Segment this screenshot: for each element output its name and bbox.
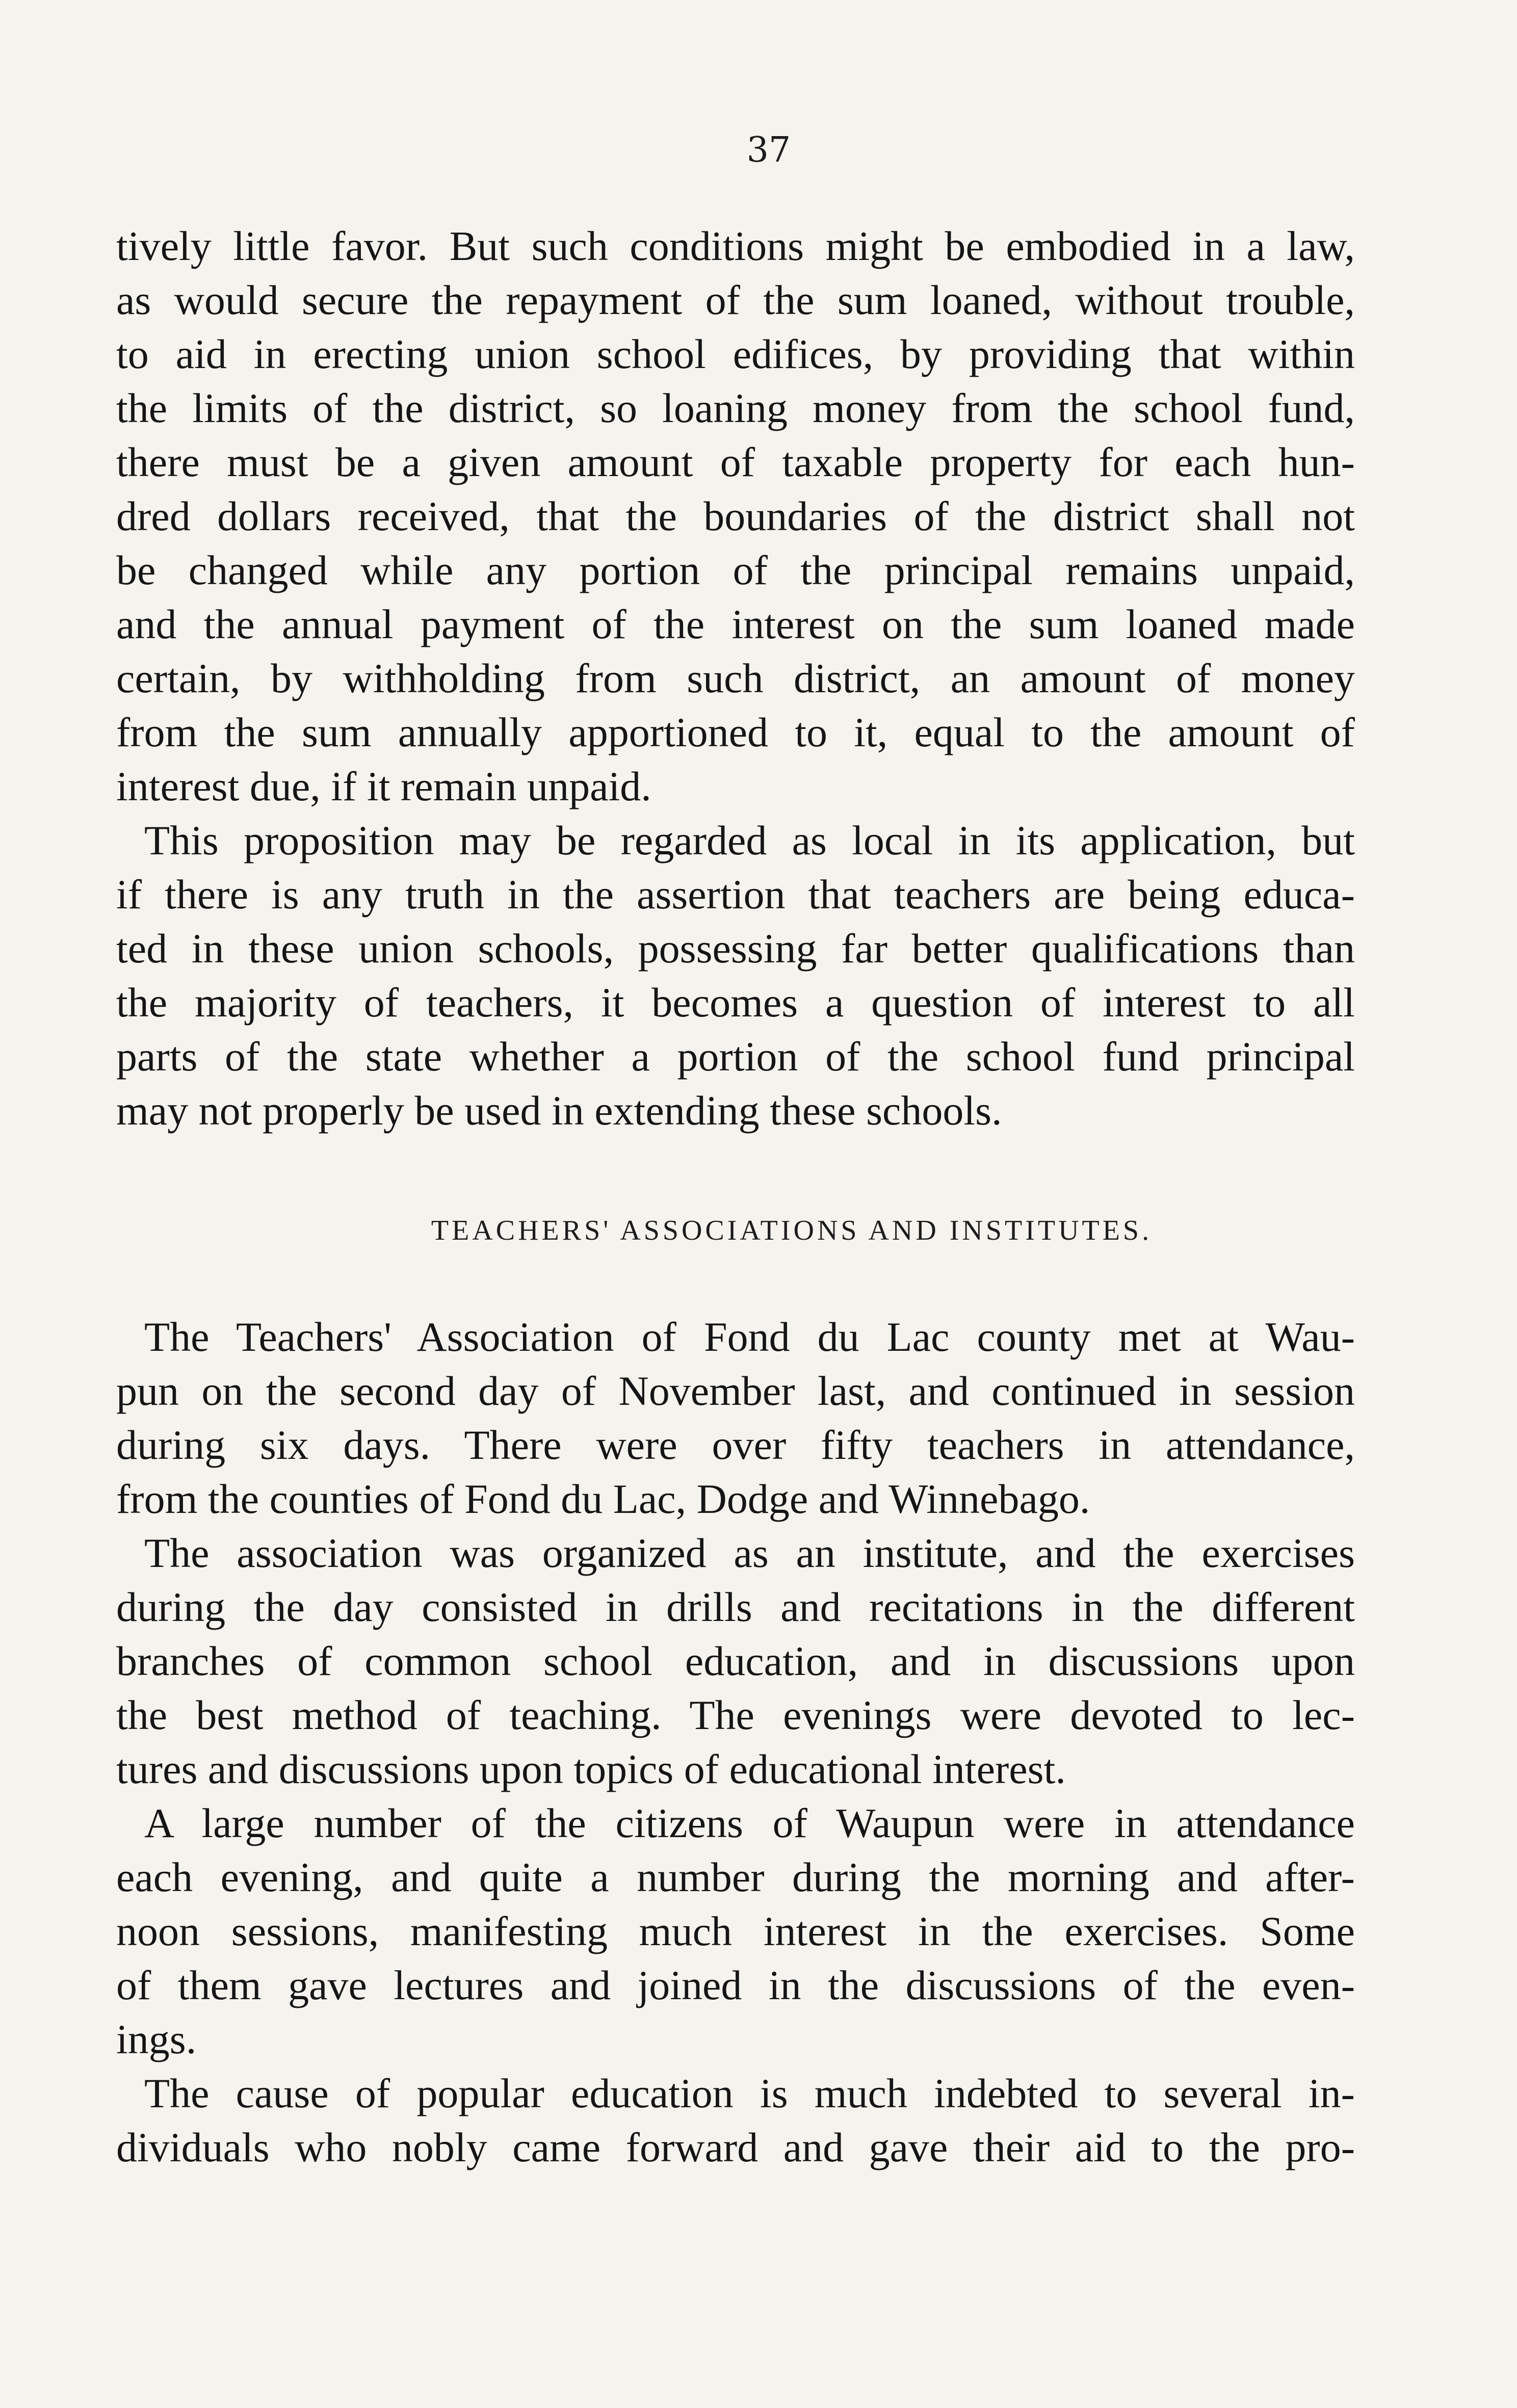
text-line: dividuals who nobly came forward and gave their aid to the pro- xyxy=(116,2124,1355,2170)
text-line: ted in these union schools, possessing far better qualifications than xyxy=(116,925,1355,972)
text-line: to aid in erecting union school edifices, by providing that within xyxy=(116,331,1355,377)
page-number: 37 xyxy=(746,130,791,170)
text-line: A large number of the citizens of Waupun were in attendance xyxy=(144,1800,1355,1846)
section-heading: TEACHERS' ASSOCIATIONS AND INSTITUTES. xyxy=(431,1215,1153,1246)
text-line: interest due, if it remain unpaid. xyxy=(116,763,651,809)
text-line: there must be a given amount of taxable property for each hun- xyxy=(116,439,1355,485)
text-line: of them gave lectures and joined in the discussions of the even- xyxy=(116,1962,1355,2008)
text-line: tures and discussions upon topics of educational interest. xyxy=(116,1746,1066,1792)
text-line: The Teachers' Association of Fond du Lac county met at Wau- xyxy=(144,1314,1355,1360)
text-line: the majority of teachers, it becomes a question of interest to all xyxy=(116,979,1355,1026)
text-line: This proposition may be regarded as local in its application, but xyxy=(144,817,1355,863)
text-line: as would secure the repayment of the sum loaned, without trouble, xyxy=(116,277,1355,323)
text-line: and the annual payment of the interest on the sum loaned made xyxy=(116,601,1355,647)
text-line: each evening, and quite a number during the morning and after- xyxy=(116,1854,1355,1900)
text-line: from the counties of Fond du Lac, Dodge and Winnebago. xyxy=(116,1476,1090,1522)
text-line: dred dollars received, that the boundaries of the district shall not xyxy=(116,493,1355,539)
text-line: tively little favor. But such conditions might be embodied in a law, xyxy=(116,223,1355,269)
text-line: The association was organized as an institute, and the exercises xyxy=(144,1530,1355,1576)
text-line: The cause of popular education is much indebted to several in- xyxy=(144,2070,1355,2116)
text-line: branches of common school education, and in discussions upon xyxy=(116,1638,1355,1684)
text-line: if there is any truth in the assertion that teachers are being educa- xyxy=(116,871,1355,918)
text-line: the limits of the district, so loaning money from the school fund, xyxy=(116,385,1355,431)
text-line: may not properly be used in extending these schools. xyxy=(116,1087,1002,1134)
text-line: be changed while any portion of the principal remains unpaid, xyxy=(116,547,1355,593)
text-line: during six days. There were over fifty teachers in attendance, xyxy=(116,1422,1355,1468)
text-line: the best method of teaching. The evenings were devoted to lec- xyxy=(116,1692,1355,1738)
text-line: certain, by withholding from such district, an amount of money xyxy=(116,655,1355,701)
text-line: pun on the second day of November last, and continued in session xyxy=(116,1368,1355,1414)
text-line: from the sum annually apportioned to it, equal to the amount of xyxy=(116,709,1355,755)
text-line: parts of the state whether a portion of the school fund principal xyxy=(116,1033,1355,1080)
text-line: noon sessions, manifesting much interest in the exercises. Some xyxy=(116,1908,1355,1954)
text-line: during the day consisted in drills and recitations in the different xyxy=(116,1584,1355,1630)
text-block-upper xyxy=(116,219,1355,1138)
text-block-lower xyxy=(116,1310,1355,2175)
text-line: ings. xyxy=(116,2016,197,2062)
